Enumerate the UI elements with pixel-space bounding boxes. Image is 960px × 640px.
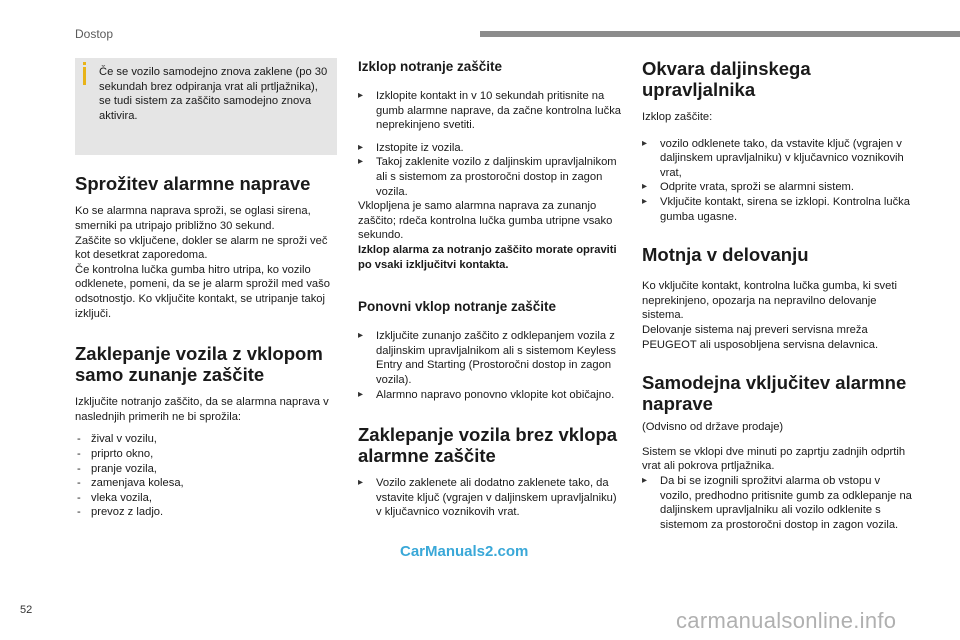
- list-item: - zamenjava kolesa,: [75, 476, 337, 491]
- bullet-list: [358, 476, 622, 520]
- info-text: Če se vozilo samodejno znova zaklene (po 30 sekundah brez odpiranja vrat ali prtljažnika), se tudi sistem za zaščito samodejno znova aktivira.: [99, 66, 328, 122]
- list-item: ▸ Izključite zunanjo zaščito z odklepanjem vozila z daljinskim upravljalnikom ali s sistemom Keyless Entry and Starting (Prostoročni dostop in zagon vozila).: [358, 329, 622, 387]
- header-bar: [480, 31, 960, 37]
- list-item: ▸ Vključite kontakt, sirena se izklopi. Kontrolna lučka gumba ugasne.: [642, 195, 912, 224]
- paragraph: Sistem se vklopi dve minuti po zaprtju zadnjih odprtih vrat ali pokrova prtljažnika.: [642, 445, 906, 473]
- list-item: - priprto okno,: [75, 447, 337, 462]
- bullet-list: [358, 141, 622, 199]
- heading-lock-no-alarm: Zaklepanje vozila brez vklopa alarmne zaščite: [358, 424, 618, 467]
- heading-external-protection: Zaklepanje vozila z vklopom samo zunanje zaščite: [75, 343, 323, 386]
- column-2: [358, 58, 622, 528]
- info-box: [75, 58, 337, 155]
- heading-auto-activation: Samodejna vključitev alarmne naprave: [642, 372, 907, 415]
- list-item: - žival v vozilu,: [75, 432, 337, 447]
- info-icon: [83, 67, 86, 85]
- paragraph: Delovanje sistema naj preveri servisna mreža PEUGEOT ali usposobljena servisna delavnica.: [642, 323, 879, 351]
- paragraph: Vklopljena je samo alarmna naprava za zunanjo zaščito; rdeča kontrolna lučka gumba utripne vsako sekundo.: [358, 200, 613, 242]
- list-item: ▸ Izstopite iz vozila.: [358, 141, 622, 156]
- list-item: - prevoz z ladjo.: [75, 505, 337, 520]
- paragraph: Če kontrolna lučka gumba hitro utripa, ko vozilo odklenete, pomeni, da se je alarm sprožil med vašo odsotnostjo. Ko vključite kontakt, se utripanje takoj izključi.: [75, 263, 330, 320]
- list-item: ▸ Alarmno napravo ponovno vklopite kot običajno.: [358, 388, 622, 403]
- site-watermark: carmanualsonline.info: [676, 608, 897, 633]
- paragraph-bold: Izklop alarma za notranjo zaščito morate opraviti po vsaki izključitvi kontakta.: [358, 243, 617, 271]
- list-item: ▸ Odprite vrata, sproži se alarmni sistem.: [642, 180, 912, 195]
- paragraph: Izključite notranjo zaščito, da se alarmna naprava v naslednjih primerih ne bi sprožila:: [75, 396, 329, 423]
- page-number: 52: [20, 604, 33, 616]
- list-item: - vleka vozila,: [75, 491, 337, 506]
- paragraph: (Odvisno od države prodaje): [642, 421, 784, 434]
- column-3: [642, 58, 912, 540]
- bullet-list: [358, 329, 622, 402]
- heading-alarm-trigger: Sprožitev alarmne naprave: [75, 173, 311, 195]
- list-item: - pranje vozila,: [75, 462, 337, 477]
- paragraph: Izklop zaščite:: [642, 111, 713, 123]
- paragraph: Zaščite so vključene, dokler se alarm ne sproži več kot desetkrat zaporedoma.: [75, 234, 328, 262]
- list-item: ▸ Vozilo zaklenete ali dodatno zaklenete tako, da vstavite ključ (vgrajen v daljinskem upravljalniku) v ključavnico voznikovih vrat.: [358, 476, 622, 520]
- heading-internal-off: Izklop notranje zaščite: [358, 59, 503, 74]
- bullet-list: [642, 474, 912, 532]
- heading-remote-failure: Okvara daljinskega upravljalnika: [642, 58, 811, 100]
- list-item: ▸ Takoj zaklenite vozilo z daljinskim upravljalnikom ali s sistemom za prostoročni dostop in zagon vozila.: [358, 155, 622, 199]
- list-item: ▸ Da bi se izognili sprožitvi alarma ob vstopu v vozilo, predhodno pritisnite gumb za odklepanje na daljinskem upravljalniku ali vozilo odklenite s sistemom za prostoročni dostop in zagon vozila.: [642, 474, 912, 532]
- paragraph: Ko se alarmna naprava sproži, se oglasi sirena, smerniki pa utripajo približno 30 sekund.: [75, 205, 311, 232]
- column-1: [75, 58, 337, 520]
- bullet-list: [642, 137, 912, 225]
- dash-list: [75, 432, 337, 520]
- watermark-logo: CarManuals2.com: [400, 543, 529, 560]
- list-item: ▸ Izklopite kontakt in v 10 sekundah pritisnite na gumb alarmne naprave, da začne kontrolna lučka neprekinjeno svetiti.: [358, 89, 622, 133]
- paragraph: Ko vključite kontakt, kontrolna lučka gumba, ki sveti neprekinjeno, opozarja na nepravilno delovanje sistema.: [642, 280, 897, 322]
- heading-malfunction: Motnja v delovanju: [642, 244, 809, 266]
- heading-internal-on: Ponovni vklop notranje zaščite: [358, 299, 557, 315]
- bullet-list: [358, 89, 622, 133]
- section-label: Dostop: [75, 27, 114, 41]
- list-item: ▸ vozilo odklenete tako, da vstavite ključ (vgrajen v daljinskem upravljalniku) v ključavnico voznikovih vrat,: [642, 137, 912, 181]
